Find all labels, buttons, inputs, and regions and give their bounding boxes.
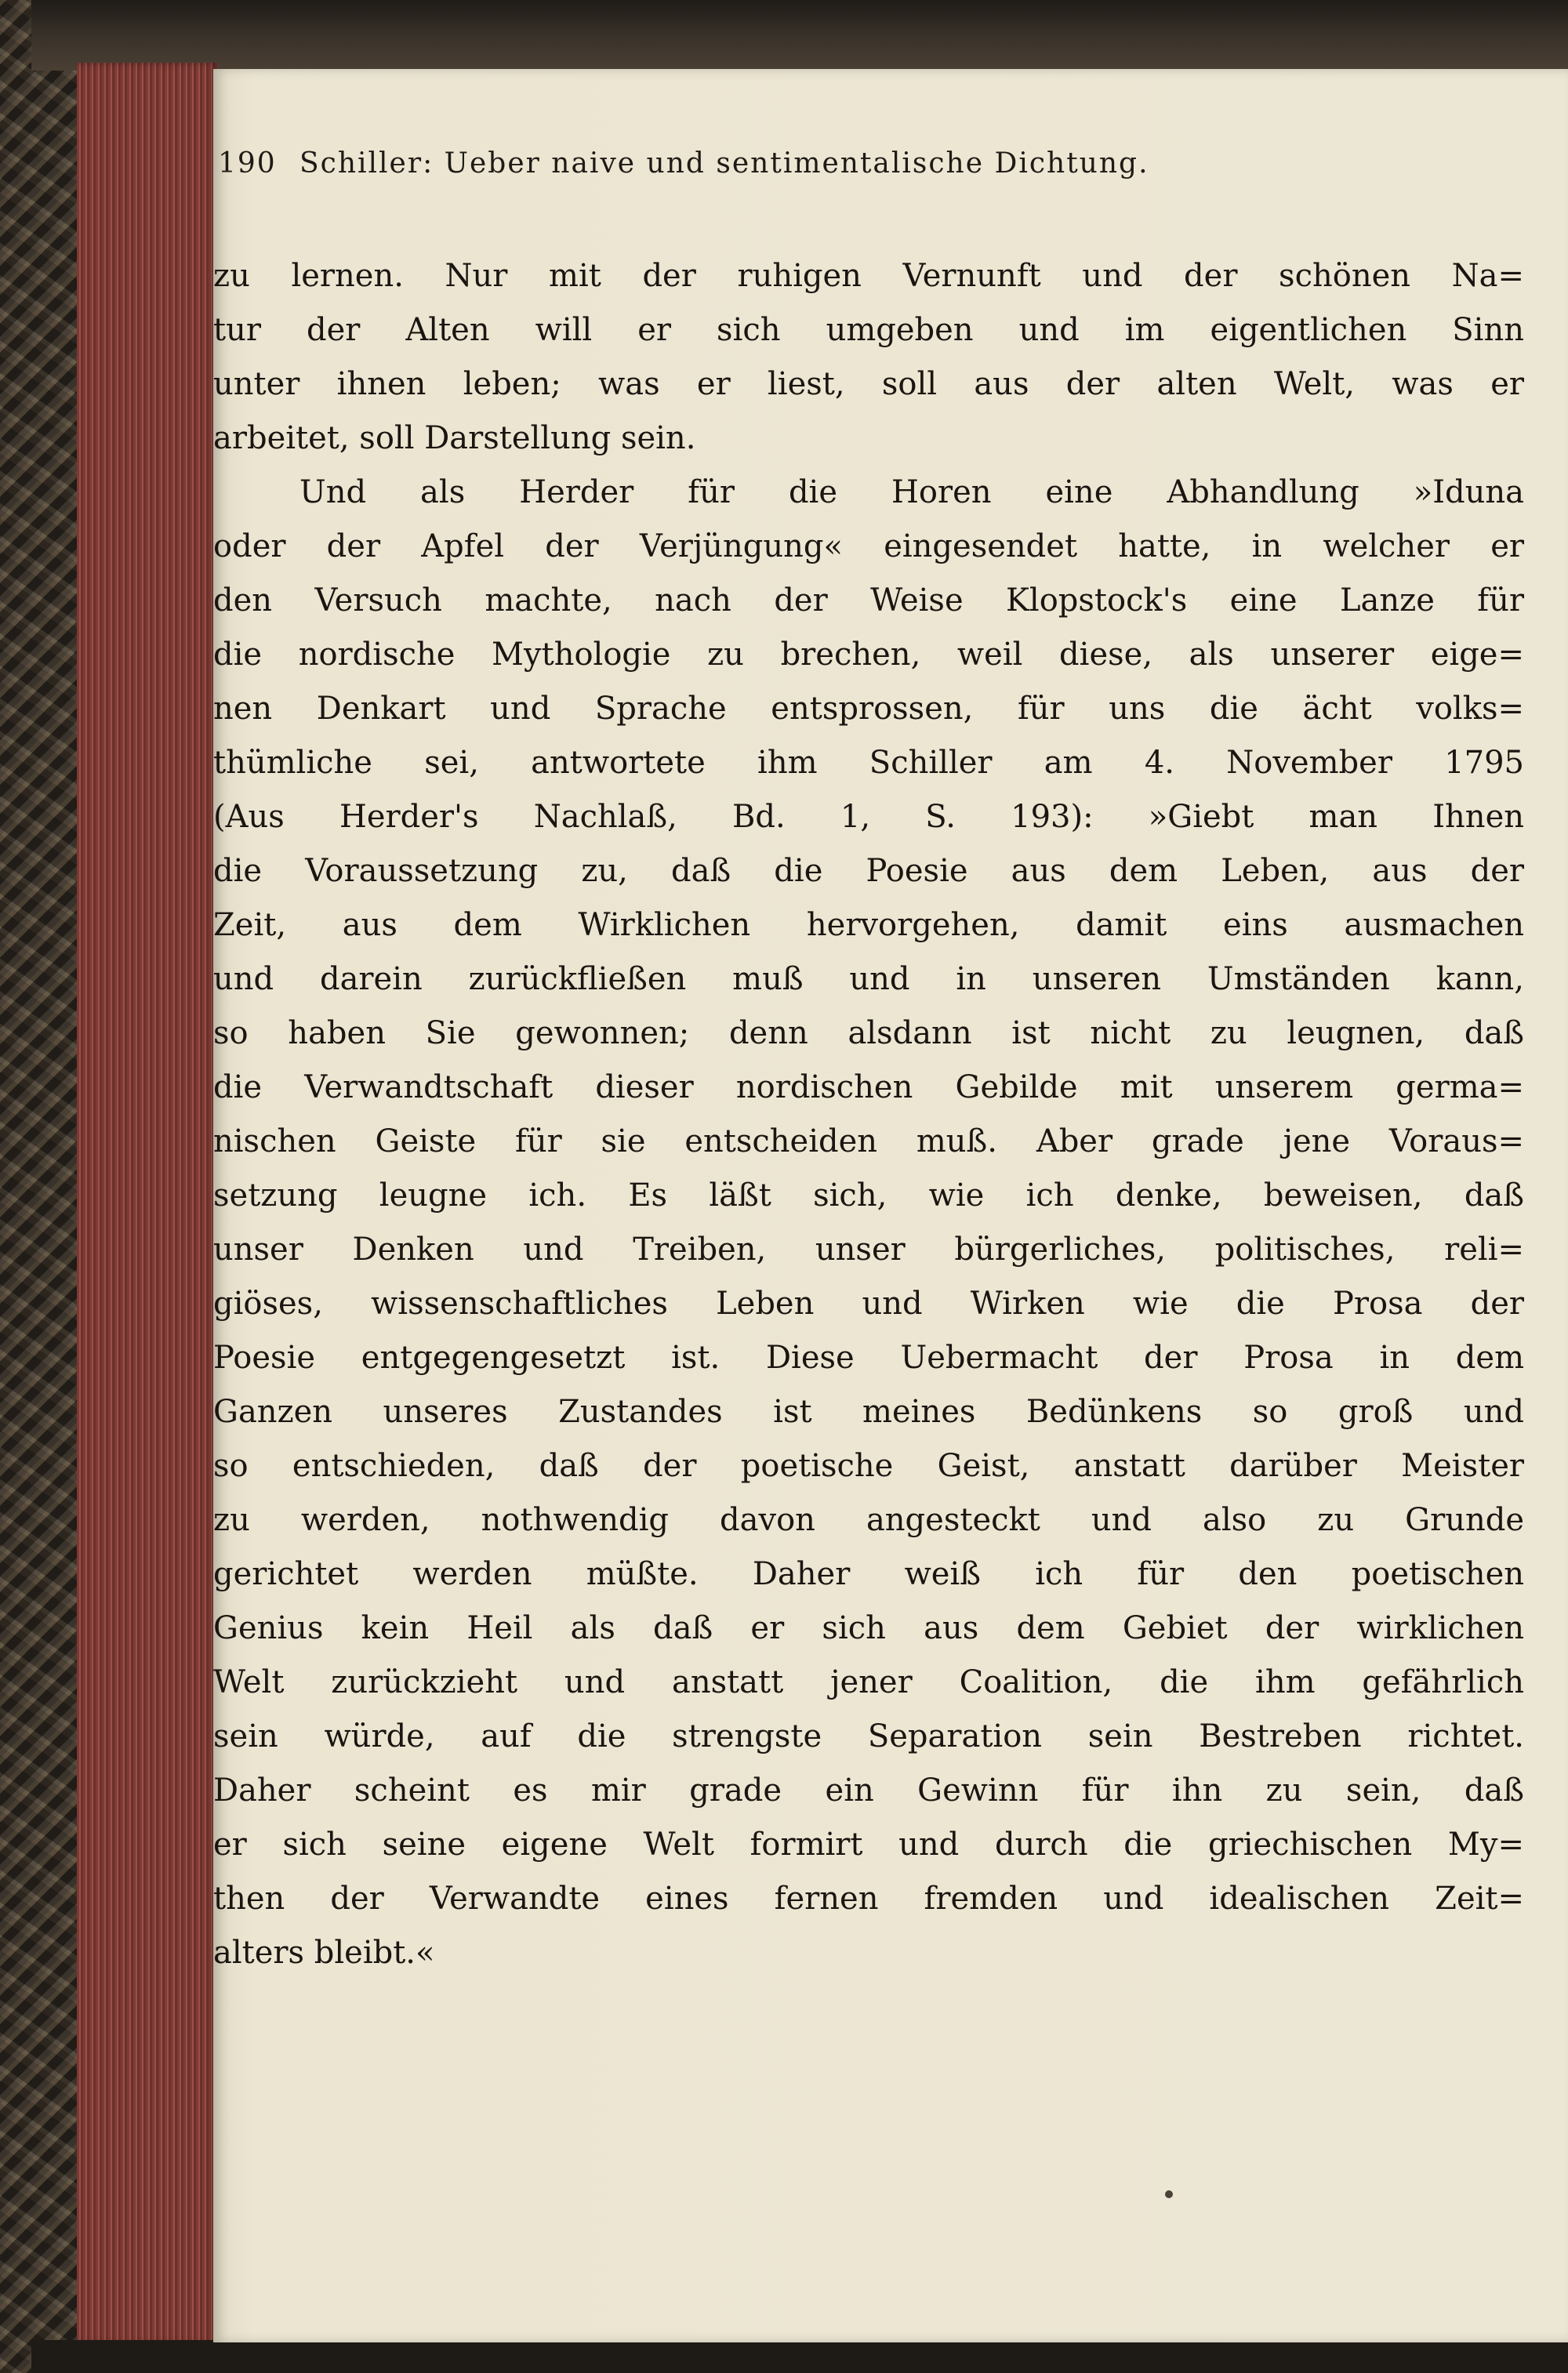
text-line: Ganzen unseres Zustandes ist meines Bedünkens so groß und [213,1394,1524,1430]
running-title: Schiller: Ueber naive und sentimentalische Dichtung. [299,147,1149,180]
text-line: so haben Sie gewonnen; denn alsdann ist nicht zu leugnen, daß [213,1015,1524,1051]
text-line: tur der Alten will er sich umgeben und im eigentlichen Sinn [213,312,1524,348]
text-line: zu werden, nothwendig davon angesteckt und also zu Grunde [213,1502,1524,1538]
text-line: die Verwandtschaft dieser nordischen Gebilde mit unserem germa= [213,1069,1524,1105]
text-line: Welt zurückzieht und anstatt jener Coalition, die ihm gefährlich [213,1664,1524,1700]
running-header [218,147,1378,180]
page-stack-edges [77,63,218,2344]
text-line: oder der Apfel der Verjüngung« eingesendet hatte, in welcher er [213,528,1524,564]
text-line: und darein zurückfließen muß und in unseren Umständen kann, [213,961,1524,997]
text-line: Poesie entgegengesetzt ist. Diese Uebermacht der Prosa in dem [213,1340,1524,1376]
text-line: giöses, wissenschaftliches Leben und Wirken wie die Prosa der [213,1286,1524,1322]
text-line: gerichtet werden müßte. Daher weiß ich für den poetischen [213,1556,1524,1592]
text-line: nischen Geiste für sie entscheiden muß. Aber grade jene Voraus= [213,1123,1524,1159]
page-number: 190 [218,147,277,180]
text-line: Daher scheint es mir grade ein Gewinn für ihn zu sein, daß [213,1772,1524,1809]
text-line: er sich seine eigene Welt formirt und durch die griechischen My= [213,1827,1524,1863]
text-line: die nordische Mythologie zu brechen, weil diese, als unserer eige= [213,637,1524,673]
text-line: die Voraussetzung zu, daß die Poesie aus dem Leben, aus der [213,853,1524,889]
marbled-cover-edge [0,0,78,2373]
text-line: Und als Herder für die Horen eine Abhandlung »Iduna [299,474,1524,510]
text-line: so entschieden, daß der poetische Geist, anstatt darüber Meister [213,1448,1524,1484]
book-bottom-edge [31,2340,1568,2373]
text-line: Zeit, aus dem Wirklichen hervorgehen, damit eins ausmachen [213,907,1524,943]
text-line: then der Verwandte eines fernen fremden und idealischen Zeit= [213,1881,1524,1917]
body-text [213,249,1524,1980]
text-line: setzung leugne ich. Es läßt sich, wie ich denke, beweisen, daß [213,1177,1524,1214]
text-line: Genius kein Heil als daß er sich aus dem Gebiet der wirklichen [213,1610,1524,1646]
text-line: thümliche sei, antwortete ihm Schiller am 4. November 1795 [213,745,1524,781]
ink-speck [1165,2190,1173,2198]
book-top-edge [31,0,1568,71]
text-line: nen Denkart und Sprache entsprossen, für uns die ächt volks= [213,691,1524,727]
text-line: arbeitet, soll Darstellung sein. [213,420,696,456]
text-line: unter ihnen leben; was er liest, soll aus der alten Welt, was er [213,366,1524,402]
text-line: den Versuch machte, nach der Weise Klopstock's eine Lanze für [213,582,1524,619]
text-line: alters bleibt.« [213,1935,435,1971]
text-line: (Aus Herder's Nachlaß, Bd. 1, S. 193): »Giebt man Ihnen [213,799,1524,835]
text-line: unser Denken und Treiben, unser bürgerliches, politisches, reli= [213,1232,1524,1268]
text-line: sein würde, auf die strengste Separation sein Bestreben richtet. [213,1718,1524,1754]
text-line: zu lernen. Nur mit der ruhigen Vernunft und der schönen Na= [213,258,1524,294]
